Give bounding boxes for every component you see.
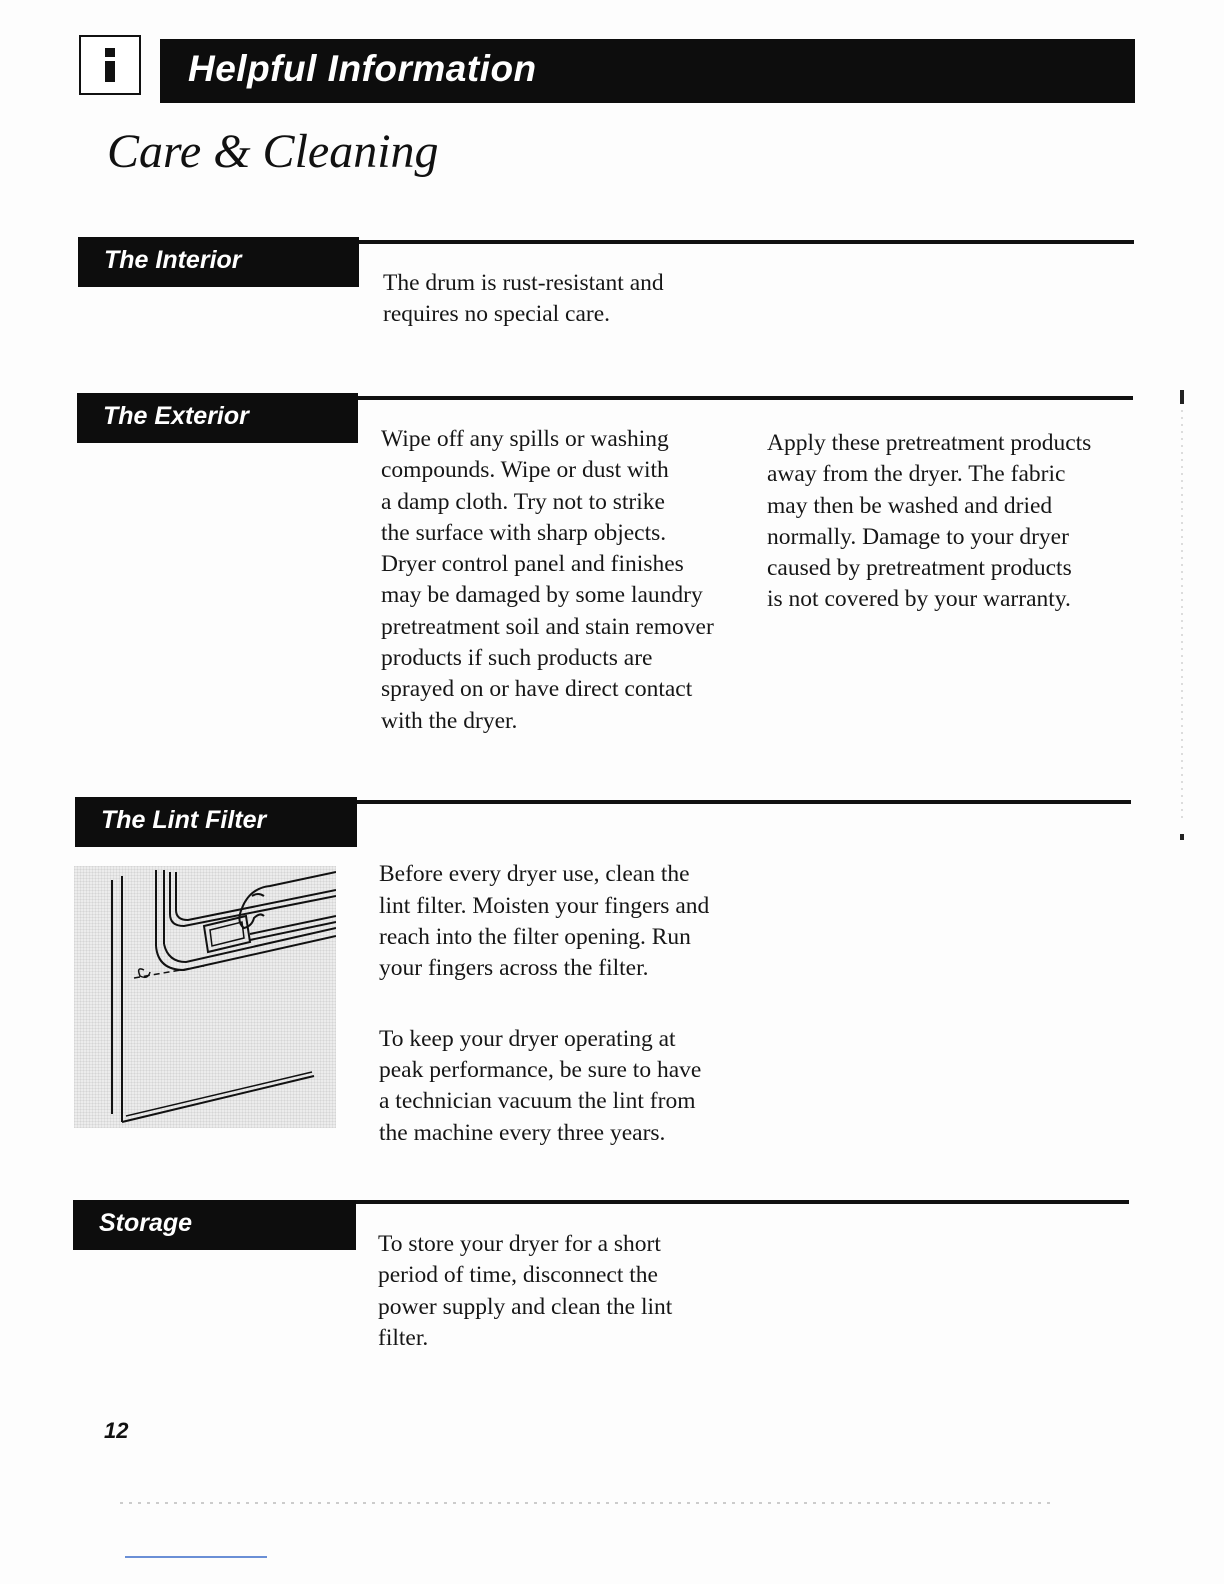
header-title: Helpful Information — [188, 48, 537, 89]
scan-artifact-underline — [125, 1556, 267, 1558]
scan-edge-marks — [1178, 390, 1186, 850]
section-label-storage — [73, 1200, 356, 1250]
info-icon — [79, 35, 141, 95]
section-label-lint-filter — [75, 797, 357, 847]
lint-filter-illustration — [74, 866, 336, 1128]
lint-filter-text — [379, 828, 759, 1180]
page-title: Care & Cleaning — [107, 125, 439, 178]
section-title-bar — [160, 39, 1135, 103]
dryer-door-drawing — [74, 866, 336, 1128]
scan-artifact-line — [120, 1502, 1050, 1504]
section-label-text: The Exterior — [103, 402, 249, 430]
section-divider — [358, 396, 1133, 400]
section-label-interior — [78, 237, 359, 287]
page-number: 12 — [104, 1418, 129, 1443]
storage-text: To store your dryer for a short period of time, disconnect the power supply and clean the lint filter. — [378, 1231, 673, 1351]
section-label-exterior — [77, 393, 358, 443]
section-label-text: The Lint Filter — [101, 806, 267, 834]
exterior-text-col2: Apply these pretreatment products away from the dryer. The fabric may then be washed and dried normally. Damage to your dryer caused by pretreatment products is not covered by your warranty. — [767, 430, 1092, 613]
section-divider — [356, 1200, 1129, 1204]
exterior-text-col1: Wipe off any spills or washing compounds. Wipe or dust with a damp cloth. Try not to strike the surface with sharp objects. Dryer control panel and finishes may be damaged by some laundry pretreatment soil and stain remover products if such products are sprayed on or have direct contact with the dryer. — [381, 426, 714, 734]
section-divider — [357, 800, 1131, 804]
lint-filter-paragraph-2: To keep your dryer operating at peak performance, be sure to have a technician vacuum the lint from the machine every three years. — [379, 1025, 702, 1146]
section-label-text: The Interior — [104, 246, 242, 274]
lint-filter-paragraph-1: Before every dryer use, clean the lint filter. Moisten your fingers and reach into the filter opening. Run your fingers across the filter. — [379, 861, 710, 982]
section-label-text: Storage — [99, 1209, 193, 1237]
interior-text: The drum is rust-resistant and requires no special care. — [383, 270, 664, 328]
section-divider — [359, 240, 1134, 244]
